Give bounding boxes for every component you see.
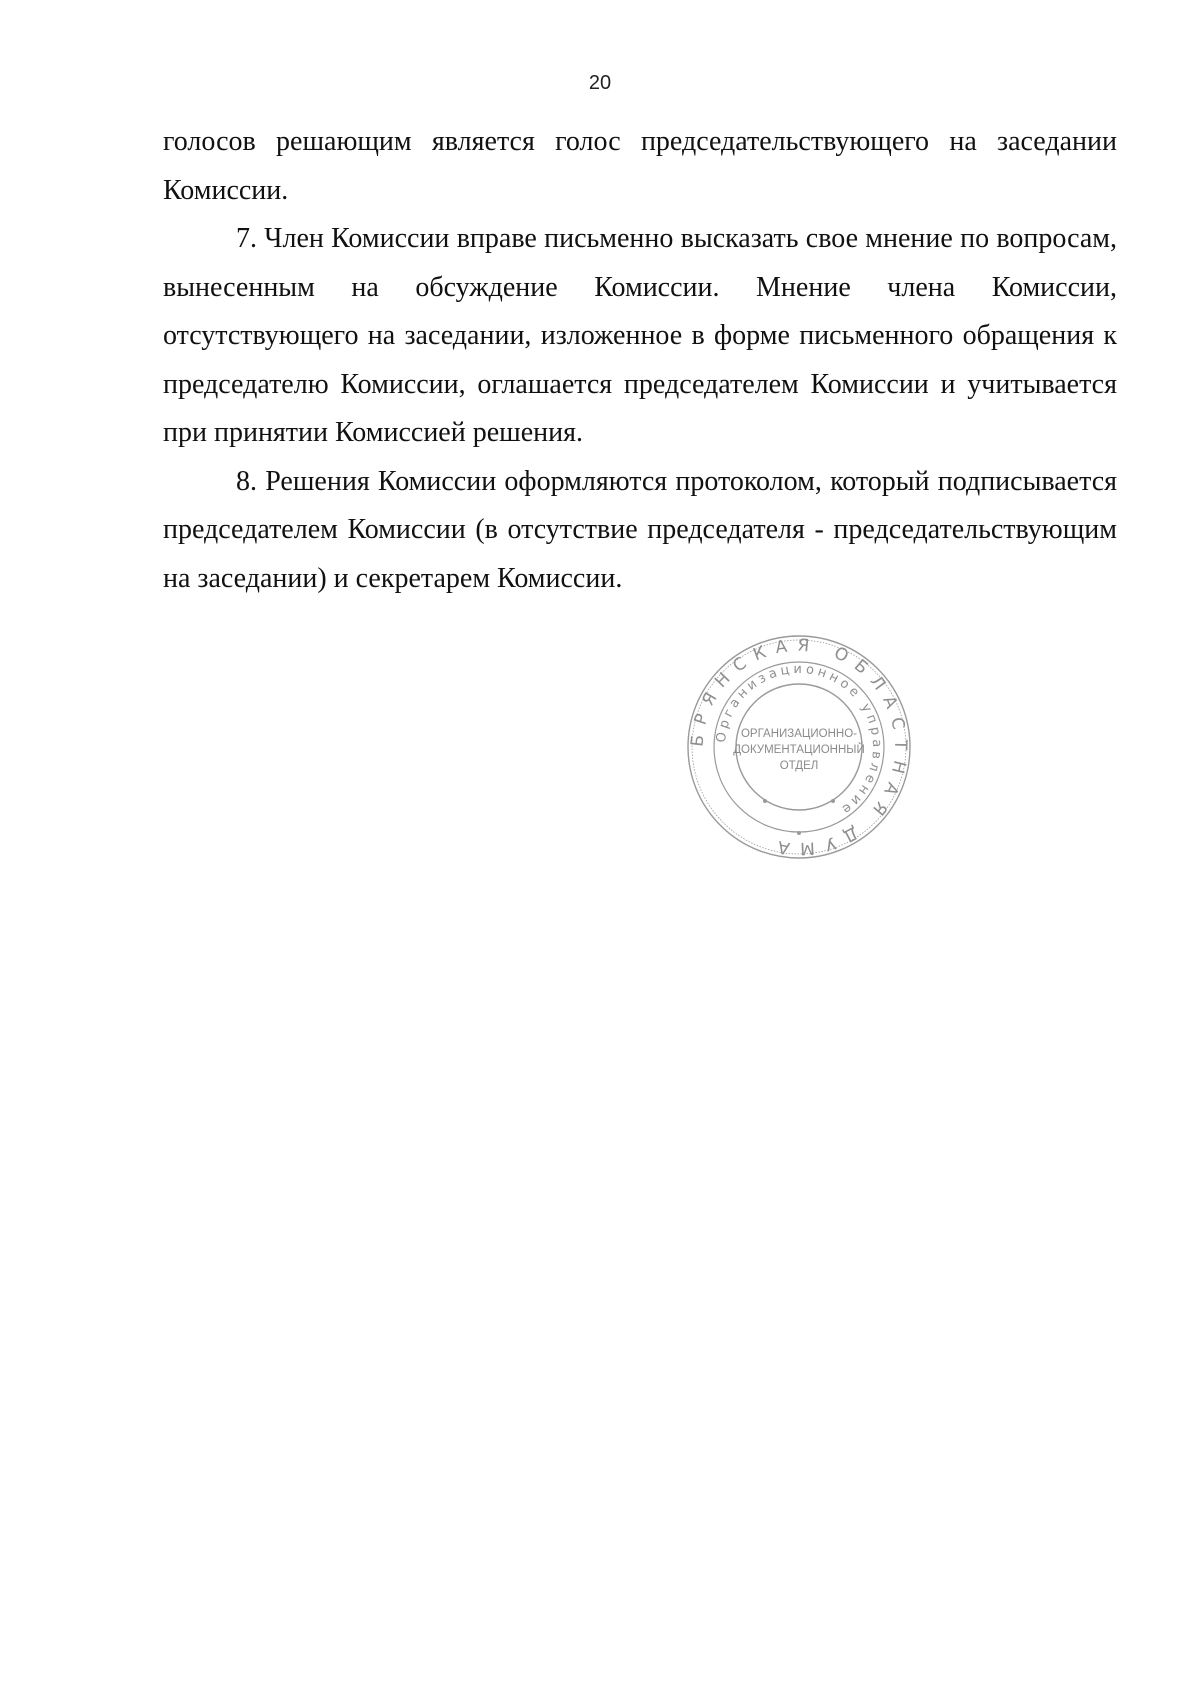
stamp-center-line-1: ОРГАНИЗАЦИОННО- (740, 728, 858, 740)
stamp-star-right-icon (831, 799, 835, 803)
paragraph-item-7: 7. Член Комиссии вправе письменно высказать свое мнение по вопросам, вынесенным на обсуждение Комиссии. Мнение члена Комиссии, отсутствующего на заседании, изложенное в форме письменного обращения к председателю Комиссии, оглашается председателем Комиссии и учитывается при принятии Комиссией решения. (163, 223, 1117, 448)
paragraph-item-8: 8. Решения Комиссии оформляются протоколом, который подписывается председателем Комиссии (в отсутствие председателя - председательствующим на заседании) и секретарем Комиссии. (163, 465, 1117, 594)
stamp-outer-text: БРЯНСКАЯ ОБЛАСТНАЯ ДУМА (687, 635, 911, 859)
paragraph-continuation: голосов решающим является голос председательствующего на заседании Комиссии. (163, 126, 1117, 206)
page-number: 20 (588, 72, 612, 94)
stamp-seal-icon (685, 633, 913, 861)
official-stamp (685, 633, 913, 861)
stamp-center-line-2: ДОКУМЕНТАЦИОННЫЙ (733, 744, 865, 756)
stamp-star-left-icon (763, 799, 767, 803)
stamp-inner-text: Организационное управление (713, 661, 885, 819)
stamp-center-line-3: ОТДЕЛ (779, 760, 819, 772)
document-body (163, 118, 1117, 603)
stamp-star-bottom-icon (797, 831, 801, 835)
